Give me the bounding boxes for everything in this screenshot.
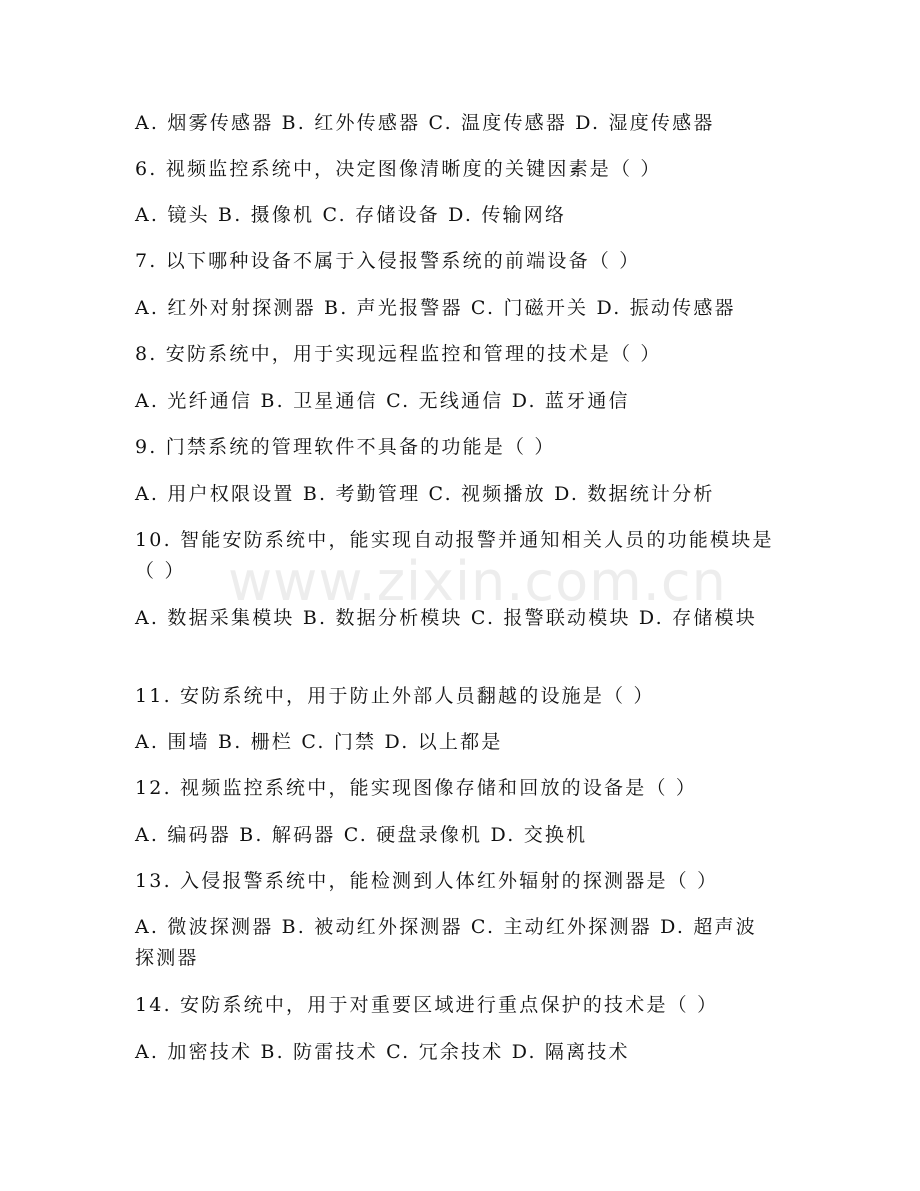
options-q14: A. 加密技术 B. 防雷技术 C. 冗余技术 D. 隔离技术 [135,1041,630,1063]
question-10: 10. 智能安防系统中，能实现自动报警并通知相关人员的功能模块是（ ） [135,529,774,582]
question-12: 12. 视频监控系统中，能实现图像存储和回放的设备是（ ） [135,777,698,799]
options-q8: A. 光纤通信 B. 卫星通信 C. 无线通信 D. 蓝牙通信 [135,390,630,412]
options-q13: A. 微波探测器 B. 被动红外探测器 C. 主动红外探测器 D. 超声波探测器 [135,916,757,969]
options-q7: A. 红外对射探测器 B. 声光报警器 C. 门磁开关 D. 振动传感器 [135,297,736,319]
options-q11: A. 围墙 B. 栅栏 C. 门禁 D. 以上都是 [135,731,503,753]
options-q12: A. 编码器 B. 解码器 C. 硬盘录像机 D. 交换机 [135,824,588,846]
question-8: 8. 安防系统中，用于实现远程监控和管理的技术是（ ） [135,343,662,365]
question-14: 14. 安防系统中，用于对重要区域进行重点保护的技术是（ ） [135,994,719,1016]
options-q10: A. 数据采集模块 B. 数据分析模块 C. 报警联动模块 D. 存储模块 [135,607,757,629]
question-6: 6. 视频监控系统中，决定图像清晰度的关键因素是（ ） [135,158,662,180]
question-11: 11. 安防系统中，用于防止外部人员翻越的设施是（ ） [135,685,655,707]
question-9: 9. 门禁系统的管理软件不具备的功能是（ ） [135,436,556,458]
watermark: www.zixin.com.cn [228,550,727,613]
options-q5: A. 烟雾传感器 B. 红外传感器 C. 温度传感器 D. 湿度传感器 [135,112,715,134]
question-7: 7. 以下哪种设备不属于入侵报警系统的前端设备（ ） [135,250,641,272]
options-q9: A. 用户权限设置 B. 考勤管理 C. 视频播放 D. 数据统计分析 [135,483,715,505]
options-q6: A. 镜头 B. 摄像机 C. 存储设备 D. 传输网络 [135,204,567,226]
question-13: 13. 入侵报警系统中，能检测到人体红外辐射的探测器是（ ） [135,870,719,892]
